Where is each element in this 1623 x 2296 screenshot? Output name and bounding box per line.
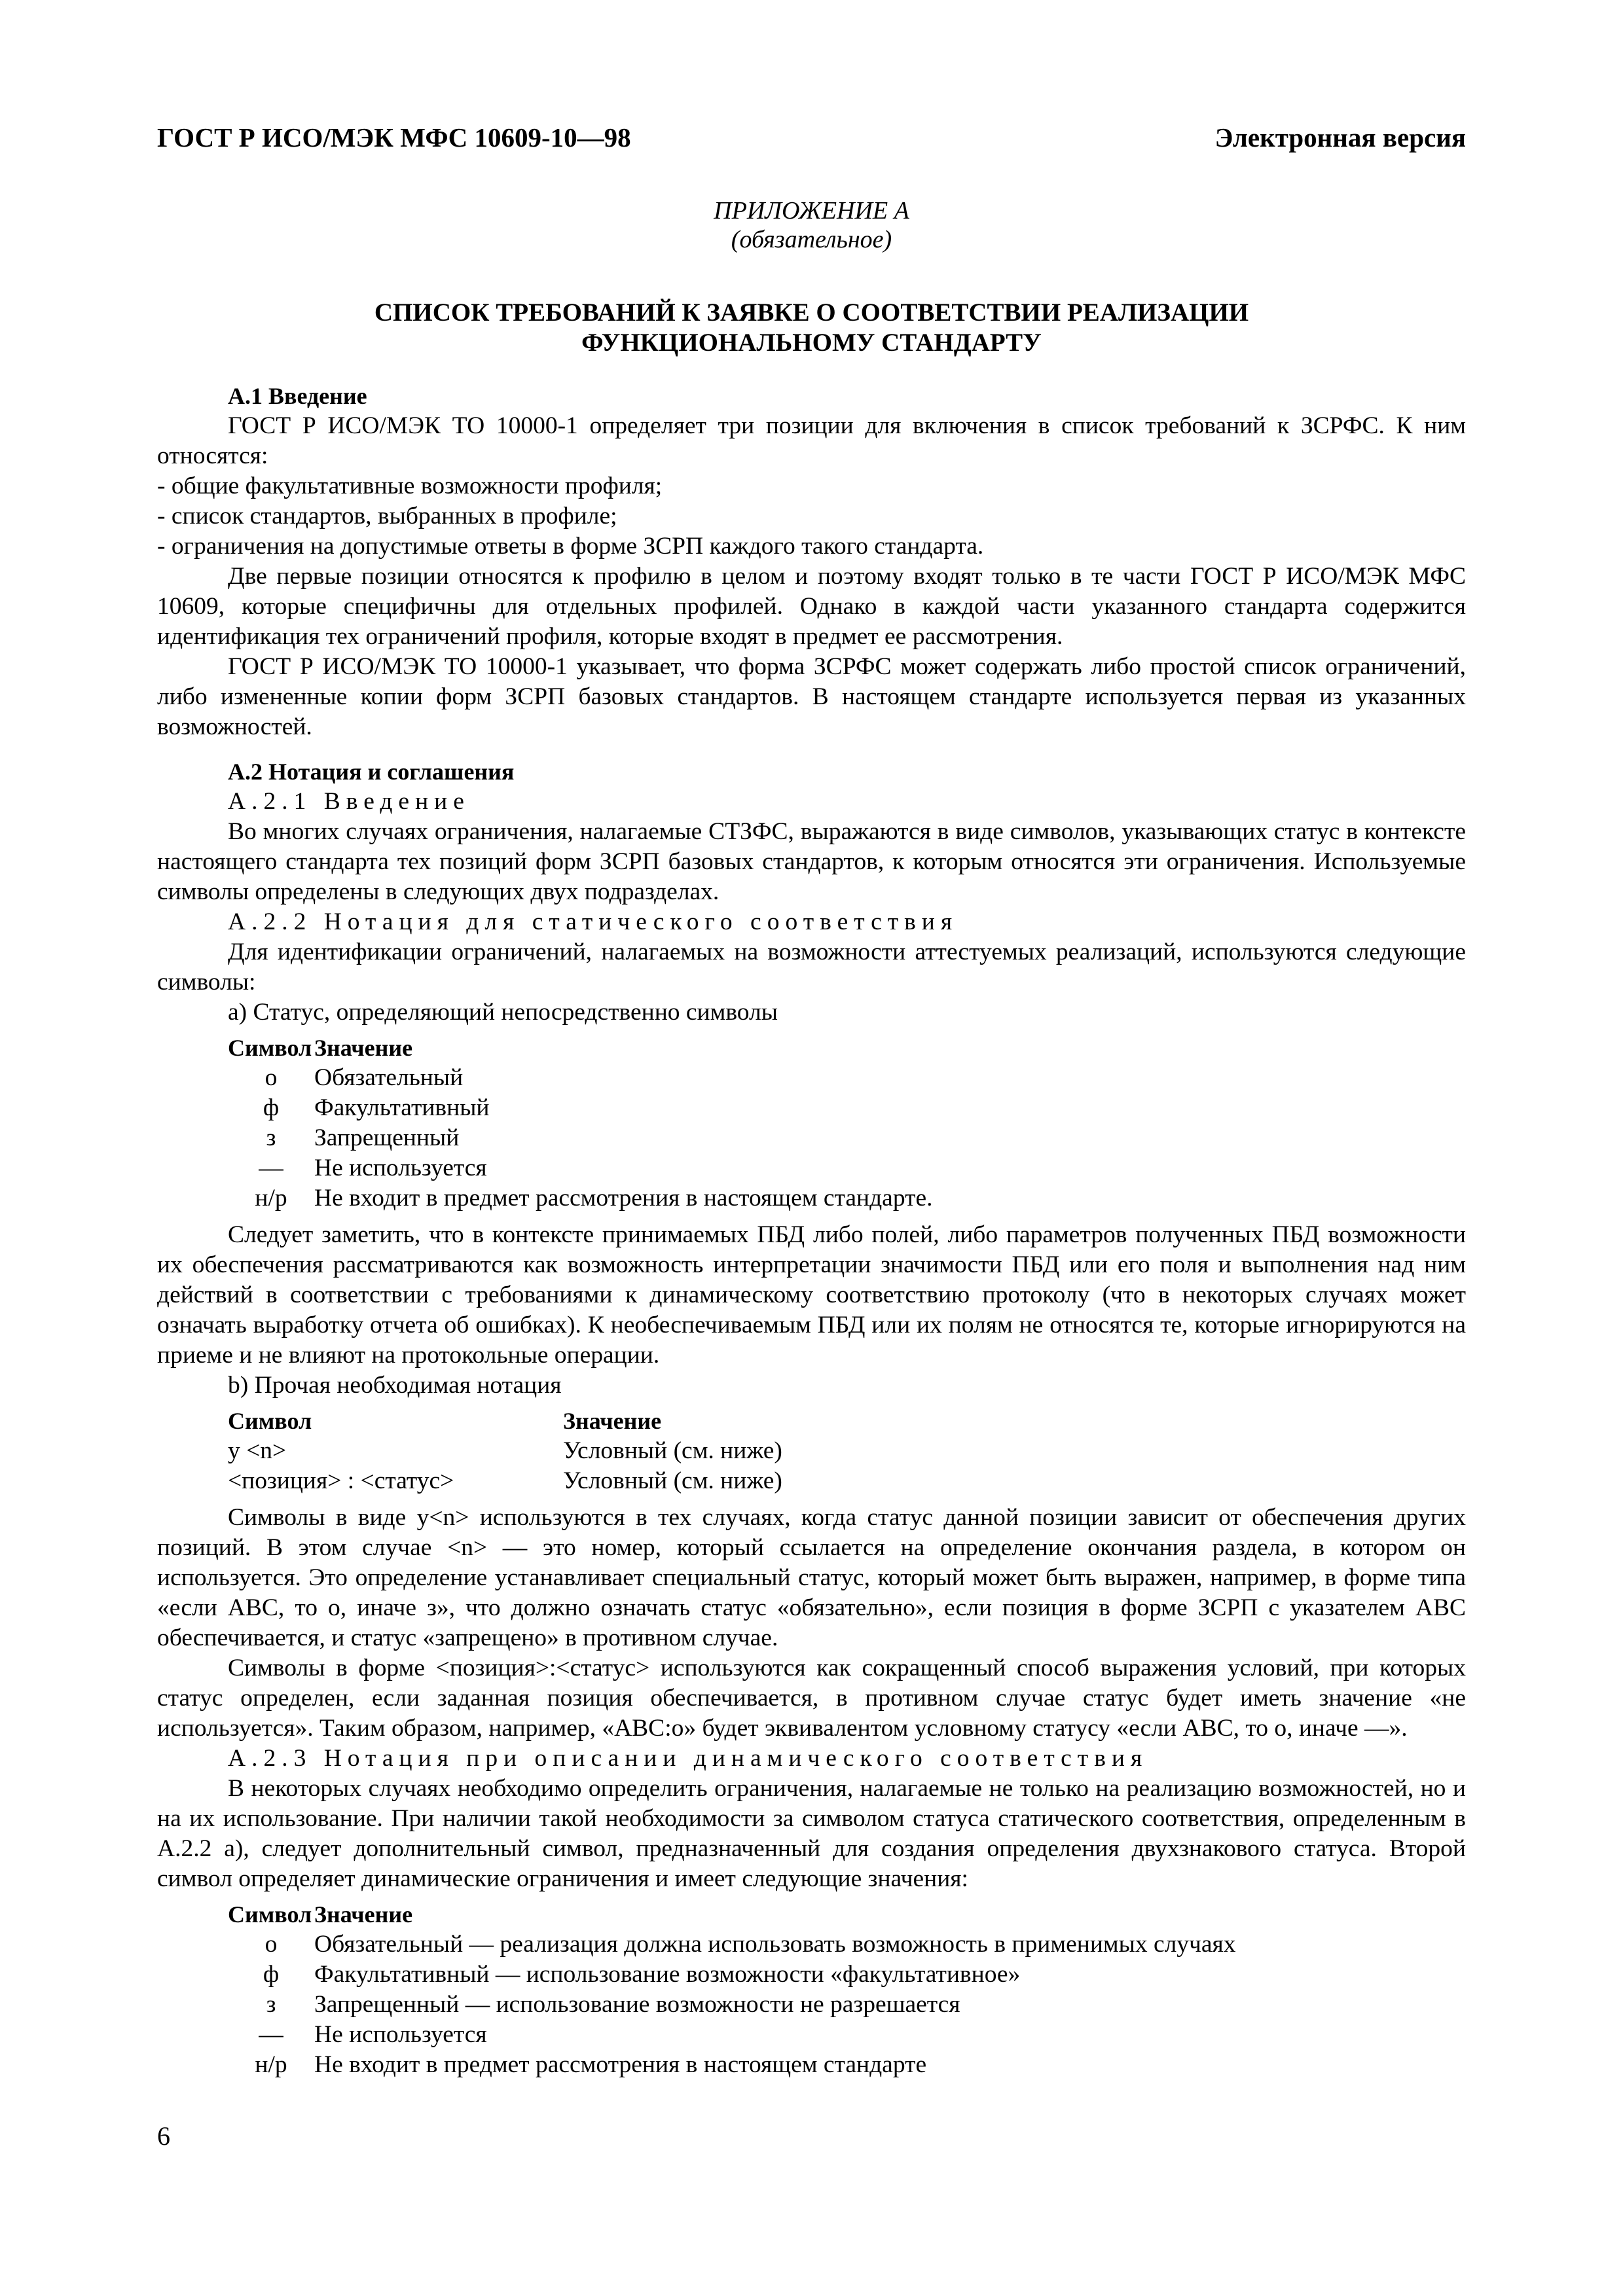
table-row [157,1123,1466,1153]
table-header-row [157,1406,1466,1436]
appendix-name: ПРИЛОЖЕНИЕ А [714,197,909,224]
list-item-a: a) Статус, определяющий непосредственно символы [228,999,778,1026]
symbol-cell: н/р [255,2051,287,2078]
column-header-symbol: Символ [228,1035,312,1061]
meaning-cell: Не используется [314,1155,487,1181]
list-item-b: b) Прочая необходимая нотация [228,1372,562,1399]
symbol-cell: у <n> [228,1437,287,1464]
table-row [157,1929,1466,1960]
table-row [157,1436,1466,1466]
subsection-a23-title: А.2.3 Нотация при описании динамического соответствия [228,1745,1148,1772]
column-header-meaning: Значение [314,1035,413,1061]
meaning-cell: Факультативный — использование возможности «факультативное» [314,1961,1021,1988]
symbol-cell: ф [263,1094,280,1121]
list-item: - общие факультативные возможности профиля; [157,473,663,499]
paragraph: Символы в форме <позиция>:<статус> используются как сокращенный способ выражения условий, при которых статус определен, если заданная позиция обеспечивается, в противном случае статус будет иметь значение «не используется». Таким образом, например, «АВС:о» будет эквивалентом условному статусу «если АВС, то о, иначе —». [157,1655,1466,1742]
subsection-a22-title: А.2.2 Нотация для статического соответствия [228,908,958,935]
paragraph: ГОСТ Р ИСО/МЭК ТО 10000-1 указывает, что форма ЗСРФС может содержать либо простой список ограничений, либо измененные копии форм ЗСРП базовых стандартов. В настоящем стандарте используется первая из указанных возможностей. [157,653,1466,740]
meaning-cell: Обязательный — реализация должна использовать возможность в применимых случаях [314,1931,1236,1958]
meaning-cell: Условный (см. ниже) [563,1437,782,1464]
paragraph: Две первые позиции относятся к профилю в целом и поэтому входят только в те части ГОСТ Р ИСО/МЭК МФС 10609, которые специфичны для отдельных профилей. Однако в каждой части указанного стандарта содержится идентификация тех ограничений профиля, которые входят в предмет ее рассмотрения. [157,563,1466,650]
list-item: - список стандартов, выбранных в профиле; [157,503,617,529]
paragraph: Для идентификации ограничений, налагаемых на возможности аттестуемых реализаций, используются следующие символы: [157,939,1466,996]
appendix-label [157,196,1466,254]
paragraph: ГОСТ Р ИСО/МЭК ТО 10000-1 определяет три позиции для включения в список требований к ЗСРФС. К ним относятся: [157,412,1466,469]
table-row [157,1093,1466,1123]
meaning-cell: Факультативный [314,1094,490,1121]
page-number: 6 [157,2121,170,2151]
appendix-title [157,298,1466,358]
section-a2-heading: А.2 Нотация и соглашения [228,759,515,785]
symbol-table-dynamic [157,1899,1466,2080]
section-a1-heading: А.1 Введение [228,383,367,409]
paragraph: Во многих случаях ограничения, налагаемые СТЗФС, выражаются в виде символов, указывающих статус в контексте настоящего стандарта тех позиций форм ЗСРП базовых стандартов, к которым относятся эти ограничения. Используемые символы определены в следующих двух подразделах. [157,818,1466,905]
appendix-status: (обязательное) [731,226,892,253]
paragraph: Следует заметить, что в контексте принимаемых ПБД либо полей, либо параметров полученных ПБД возможности их обеспечения рассматриваются как возможность интерпретации значимости ПБД или его поля и выполнения над ним действий в соответствии с требованиями к динамическому соответствию протоколу (что в некоторых случаях может означать выработку отчета об ошибках). К необеспечиваемым ПБД или их полям не относятся те, которые игнорируются на приеме и не влияют на протокольные операции. [157,1221,1466,1369]
meaning-cell: Обязательный [314,1064,464,1091]
table-row [157,1990,1466,2020]
symbol-cell: — [259,2021,283,2048]
table-row [157,2050,1466,2080]
table-row [157,1466,1466,1496]
column-header-symbol: Символ [228,1901,312,1928]
symbol-table-other [157,1406,1466,1496]
table-row [157,2020,1466,2050]
meaning-cell: Не входит в предмет рассмотрения в настоящем стандарте [314,2051,927,2078]
title-line-1: СПИСОК ТРЕБОВАНИЙ К ЗАЯВКЕ О СООТВЕТСТВИИ РЕАЛИЗАЦИИ [374,298,1249,327]
column-header-meaning: Значение [314,1901,413,1928]
table-row [157,1183,1466,1213]
table-row [157,1960,1466,1990]
column-header-meaning: Значение [563,1408,662,1434]
symbol-cell: ф [263,1961,280,1988]
subsection-a21-title: А.2.1 Введение [228,788,470,815]
symbol-cell: н/р [255,1185,287,1211]
meaning-cell: Не входит в предмет рассмотрения в настоящем стандарте. [314,1185,933,1211]
document-code-header: ГОСТ Р ИСО/МЭК МФС 10609-10—98 [157,122,631,152]
table-header-row [157,1899,1466,1929]
document-body [157,381,1466,2087]
paragraph: В некоторых случаях необходимо определить ограничения, налагаемые не только на реализацию возможностей, но и на их использование. При наличии такой необходимости за символом статуса статического соответствия, определенным в А.2.2 а), следует дополнительный символ, предназначенный для создания определения двухзнакового статуса. Второй символ определяет динамические ограничения и имеет следующие значения: [157,1775,1466,1892]
symbol-cell: з [266,1124,276,1151]
column-header-symbol: Символ [228,1408,312,1434]
meaning-cell: Запрещенный — использование возможности не разрешается [314,1991,960,2018]
table-row [157,1063,1466,1093]
table-header-row [157,1033,1466,1063]
symbol-cell: з [266,1991,276,2018]
meaning-cell: Запрещенный [314,1124,460,1151]
symbol-cell: о [264,1931,278,1958]
symbol-cell: — [259,1155,283,1181]
symbol-cell: о [264,1064,278,1091]
table-row [157,1153,1466,1183]
symbol-cell: <позиция> : <статус> [228,1467,454,1494]
title-line-2: ФУНКЦИОНАЛЬНОМУ СТАНДАРТУ [581,329,1042,357]
paragraph: Символы в виде у<n> используются в тех случаях, когда статус данной позиции зависит от обеспечения других позиций. В этом случае <n> — это номер, который ссылается на определение окончания раздела, в котором он используется. Это определение устанавливает специальный статус, который может быть выражен, например, в форме типа «если АВС, то о, иначе з», что должно означать статус «обязательно», если позиция в форме ЗСРП с указателем АВС обеспечивается, и статус «запрещено» в противном случае. [157,1504,1466,1651]
meaning-cell: Условный (см. ниже) [563,1467,782,1494]
list-item: - ограничения на допустимые ответы в форме ЗСРП каждого такого стандарта. [157,533,984,560]
meaning-cell: Не используется [314,2021,487,2048]
electronic-version-header: Электронная версия [1214,122,1466,152]
symbol-table-static [157,1033,1466,1213]
